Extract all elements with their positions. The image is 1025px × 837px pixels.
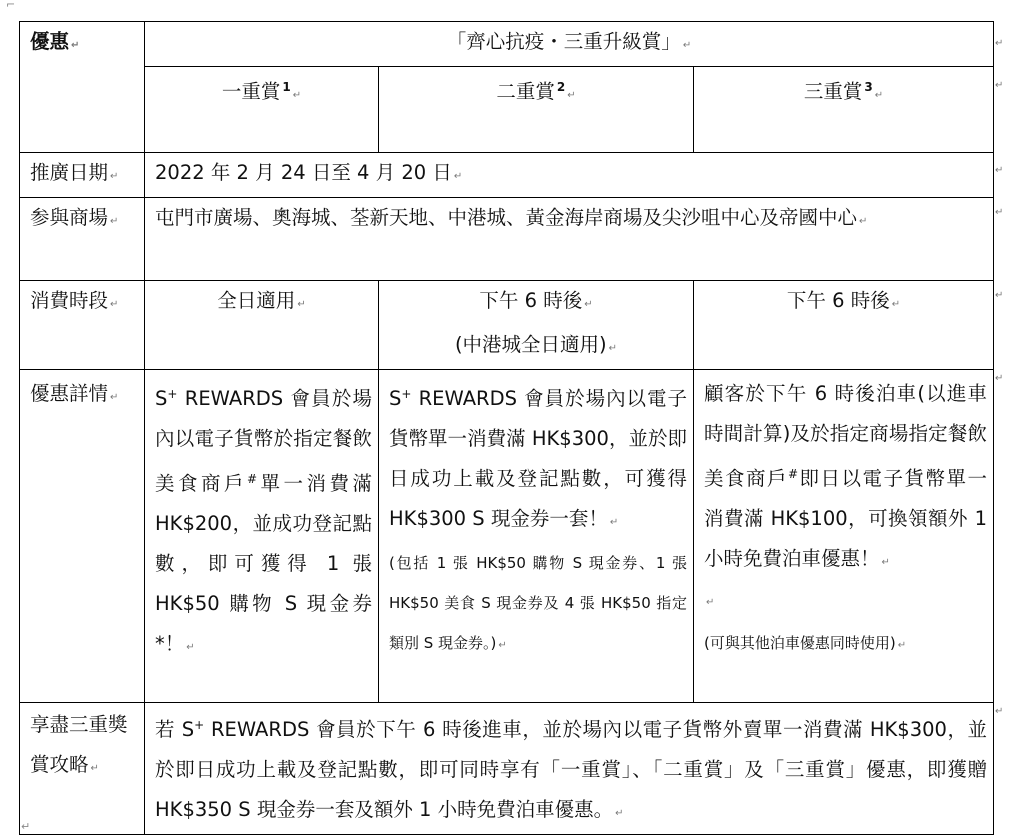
period-value-cell: 2022 年 2 月 24 日至 4 月 20 日 ↵ <box>145 153 994 198</box>
time-tier-2-cell: 下午 6 時後 ↵ (中港城全日適用) ↵ <box>379 281 694 370</box>
tier-2-header: 二重賞 $^2$↵ <box>379 67 694 153</box>
row-end-mark: ↵ <box>995 706 1004 717</box>
details-tier-1-text-cont: 單一消費滿 HK$200，並成功登記點數，即可獲得 1 張 HK$50 購物 S 現金券*！ <box>155 472 372 655</box>
combo-label: 享盡三重獎賞攻略 <box>30 713 128 776</box>
details-tier-2-note: (包括 1 張 HK$50 購物 S 現金券、1 張 HK$50 美食 S 現金券及 4 張 HK$50 指定類別 S 現金券。) <box>389 554 687 652</box>
time-tier-2: 下午 6 時後 <box>479 289 583 312</box>
tier-1-label: 一重賞 <box>221 80 281 103</box>
details-label-cell: 優惠詳情 ↵ <box>20 370 145 703</box>
tier-3-label: 三重賞 <box>803 80 863 103</box>
period-value: 2022 年 2 月 24 日至 4 月 20 日 <box>155 161 452 184</box>
details-tier-3-text: 顧客於下午 6 時後泊車(以進車時間計算)及於指定商場指定餐飲美食商戶 <box>704 382 988 490</box>
time-tier-1: 全日適用 <box>217 289 296 312</box>
offer-label: 優惠 <box>30 30 70 53</box>
page-start-mark: ⌐ <box>6 0 16 11</box>
row-end-mark: ↵ <box>995 165 1004 176</box>
details-tier-3-note: (可與其他泊車優惠同時使用) <box>704 634 896 652</box>
title-row <box>20 22 994 67</box>
row-end-mark: ↵ <box>995 290 1004 301</box>
plus-mark: + <box>194 718 205 732</box>
malls-label-cell: 参與商場 ↵ <box>20 198 145 281</box>
period-label-cell: 推廣日期 ↵ <box>20 153 145 198</box>
details-tier-2-text: REWARDS 會員於場內以電子貨幣單一消費滿 HK$300，並於即日成功上載及登記點數，可獲得 HK$300 S 現金券一套！ <box>389 387 687 530</box>
campaign-title-cell: 「齊心抗疫・三重升級賞」 ↵ <box>145 22 994 67</box>
empty-paragraph-mark: ↵ <box>706 597 715 608</box>
combo-text: REWARDS 會員於下午 6 時後進車，並於場內以電子貨幣外賣單一消費滿 HK$300，並於即日成功上載及登記點數，即可同時享有「一重賞」、「二重賞」及「三重賞」優惠，即獲贈 HK$350 S 現金券一套及額外 1 小時免費泊車優惠。 <box>155 718 988 821</box>
hash-mark: # <box>246 472 258 486</box>
period-row <box>20 153 994 198</box>
tier-2-label: 二重賞 <box>496 80 555 103</box>
time-row <box>20 281 994 370</box>
campaign-title: 「齊心抗疫・三重升級賞」 <box>446 30 681 53</box>
details-tier-1-text: REWARDS 會員於場內以電子貨幣於指定餐飲美食商戶 <box>155 387 372 495</box>
time-label: 消費時段 <box>30 289 109 312</box>
offer-header-cell: 優惠 ↵ <box>20 22 145 153</box>
plus-mark: + <box>167 387 178 401</box>
time-tier-3: 下午 6 時後 <box>786 289 890 312</box>
combo-label-cell: 享盡三重獎賞攻略 ↵ <box>20 703 145 835</box>
malls-label: 参與商場 <box>30 206 109 229</box>
row-end-mark: ↵ <box>995 373 1004 384</box>
combo-text-cell: 若 S+ REWARDS 會員於下午 6 時後進車，並於場內以電子貨幣外賣單一消費滿 HK$300，並於即日成功上載及登記點數，即可同時享有「一重賞」、「二重賞」及「三重賞」優惠，即獲贈 HK$350 S 現金券一套及額外 1 小時免費泊車優惠。 ↵ <box>145 703 994 835</box>
tier-3-note: 3 <box>864 80 873 94</box>
hash-mark: # <box>787 467 799 481</box>
row-end-mark: ↵ <box>995 80 1004 91</box>
document-end-mark: ↵ <box>21 820 31 833</box>
plus-mark: + <box>401 387 412 401</box>
malls-value: 屯門市廣場、奧海城、荃新天地、中港城、黃金海岸商場及尖沙咀中心及帝國中心 <box>155 206 858 229</box>
period-label: 推廣日期 <box>30 161 109 184</box>
tier-1-note: 1 <box>282 80 291 94</box>
details-tier-1-prefix: S <box>155 387 168 410</box>
combo-row <box>20 703 994 835</box>
malls-row <box>20 198 994 281</box>
time-label-cell: 消費時段 ↵ <box>20 281 145 370</box>
details-label: 優惠詳情 <box>30 382 109 405</box>
details-tier-2-prefix: S <box>389 387 402 410</box>
details-tier-1-cell: S+ REWARDS 會員於場內以電子貨幣於指定餐飲美食商戶#單一消費滿 HK$200，並成功登記點數，即可獲得 1 張 HK$50 購物 S 現金券*！ ↵ <box>145 370 379 703</box>
promotion-table <box>19 21 994 835</box>
time-tier-2-note: (中港城全日適用) <box>454 333 607 356</box>
tier-header-row <box>20 67 994 153</box>
details-row <box>20 370 994 703</box>
row-end-mark: ↵ <box>995 207 1004 218</box>
time-tier-1-cell: 全日適用 ↵ <box>145 281 379 370</box>
combo-text-prefix: 若 S <box>155 718 195 741</box>
time-tier-3-cell: 下午 6 時後 ↵ <box>694 281 994 370</box>
details-tier-3-text-cont: 即日以電子貨幣單一消費滿 HK$100，可換領額外 1 小時免費泊車優惠！ <box>704 467 988 570</box>
tier-1-header: 一重賞 $^1$↵ <box>145 67 379 153</box>
details-tier-3-cell: 顧客於下午 6 時後泊車(以進車時間計算)及於指定商場指定餐飲美食商戶#即日以電子貨幣單一消費滿 HK$100，可換領額外 1 小時免費泊車優惠！ ↵ ↵ (可與其他泊車優惠同時使用) ↵ <box>694 370 994 703</box>
details-tier-2-cell: S+ REWARDS 會員於場內以電子貨幣單一消費滿 HK$300，並於即日成功上載及登記點數，可獲得 HK$300 S 現金券一套！ ↵ (包括 1 張 HK$50 購物 S 現金券、1 張 HK$50 美食 S 現金券及 4 張 HK$50 指定類別 S 現金券。) ↵ <box>379 370 694 703</box>
tier-3-header: 三重賞 $^3$↵ <box>694 67 994 153</box>
malls-value-cell: 屯門市廣場、奧海城、荃新天地、中港城、黃金海岸商場及尖沙咀中心及帝國中心 ↵ <box>145 198 994 281</box>
tier-2-note: 2 <box>556 80 566 94</box>
row-end-mark: ↵ <box>995 38 1004 49</box>
